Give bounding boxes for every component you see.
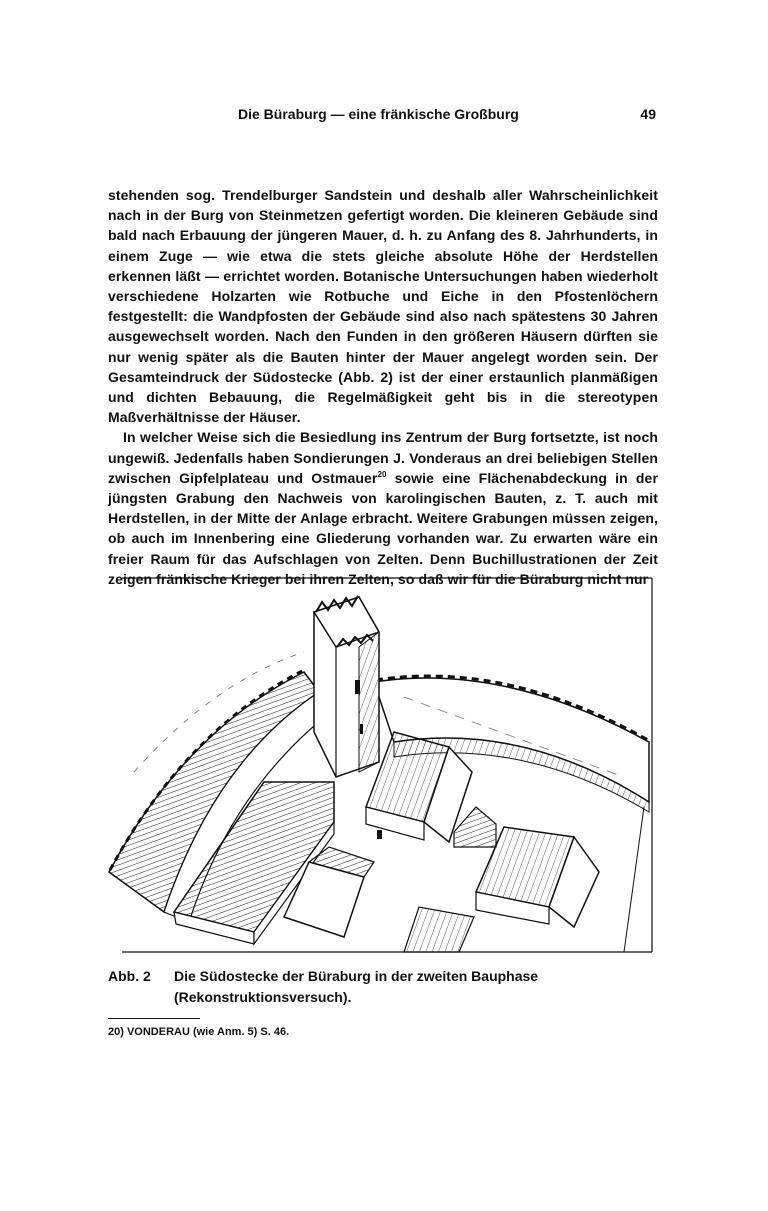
- running-title: Die Büraburg — eine fränkische Großburg: [238, 106, 519, 122]
- page-number: 49: [640, 106, 656, 122]
- paragraph-2-part-2: sowie eine Flächenabdeckung in der jüngsten Grabung den Nachweis von karolingischen Bauten, z. T. auch mit Herdstellen, in der Mitte der Anlage erbracht. Weitere Grabungen müssen zeigen, ob auch im Innenbering eine Gliederung vorhanden war. Zu erwarten wäre ein freier Raum für das Aufschlagen von Zelten. Denn Buchillustrationen der Zeit zeigen fränkische Krieger bei ihren Zelten, so daß wir für die Büraburg nicht nur: [108, 469, 658, 587]
- running-header: [108, 106, 656, 128]
- figure-label: Abb. 2: [108, 968, 151, 984]
- castle-drawing: [104, 572, 660, 956]
- footnote-rule: [108, 1018, 200, 1019]
- paragraph-2: [108, 427, 658, 589]
- figure-caption-text: Die Südostecke der Büraburg in der zweiten Bauphase (Rekonstruktionsversuch).: [174, 968, 539, 1005]
- paragraph-1: stehenden sog. Trendelburger Sandstein und deshalb aller Wahrscheinlichkeit nach in der Burg von Steinmetzen gefertigt worden. Die kleineren Gebäude sind bald nach Erbauung der jüngeren Mauer, d. h. zu Anfang des 8. Jahrhunderts, in einem Zuge — wie etwa die stets gleiche absolute Höhe der Herdstellen erkennen läßt — errichtet worden. Botanische Untersuchungen haben wiederholt verschiedene Holzarten wie Rotbuche und Eiche in den Pfostenlöchern festgestellt: die Wandpfosten der Gebäude sind also nach spätestens 30 Jahren ausgewechselt worden. Nach den Funden in den größeren Häusern dürften sie nur wenig später als die Bauten hinter der Mauer angelegt worden sein. Der Gesamteindruck der Südostecke (Abb. 2) ist der einer erstaunlich planmäßigen und dichten Bebauung, die Regelmäßigkeit geht bis in die stereotypen Maßverhältnisse der Häuser.: [108, 187, 658, 426]
- body-text: [108, 185, 658, 589]
- footnote-reference: 20: [377, 469, 387, 479]
- figure-illustration: [104, 572, 660, 956]
- footnote: 20) VONDERAU (wie Anm. 5) S. 46.: [108, 1026, 290, 1038]
- paragraph-2-part-1: In welcher Weise sich die Besiedlung ins Zentrum der Burg fortsetzte, ist noch ungewiß. Jedenfalls haben Sondierungen J. Vonderaus an drei beliebigen Stellen zwischen Gipfelplateau und Ostmauer: [108, 429, 658, 486]
